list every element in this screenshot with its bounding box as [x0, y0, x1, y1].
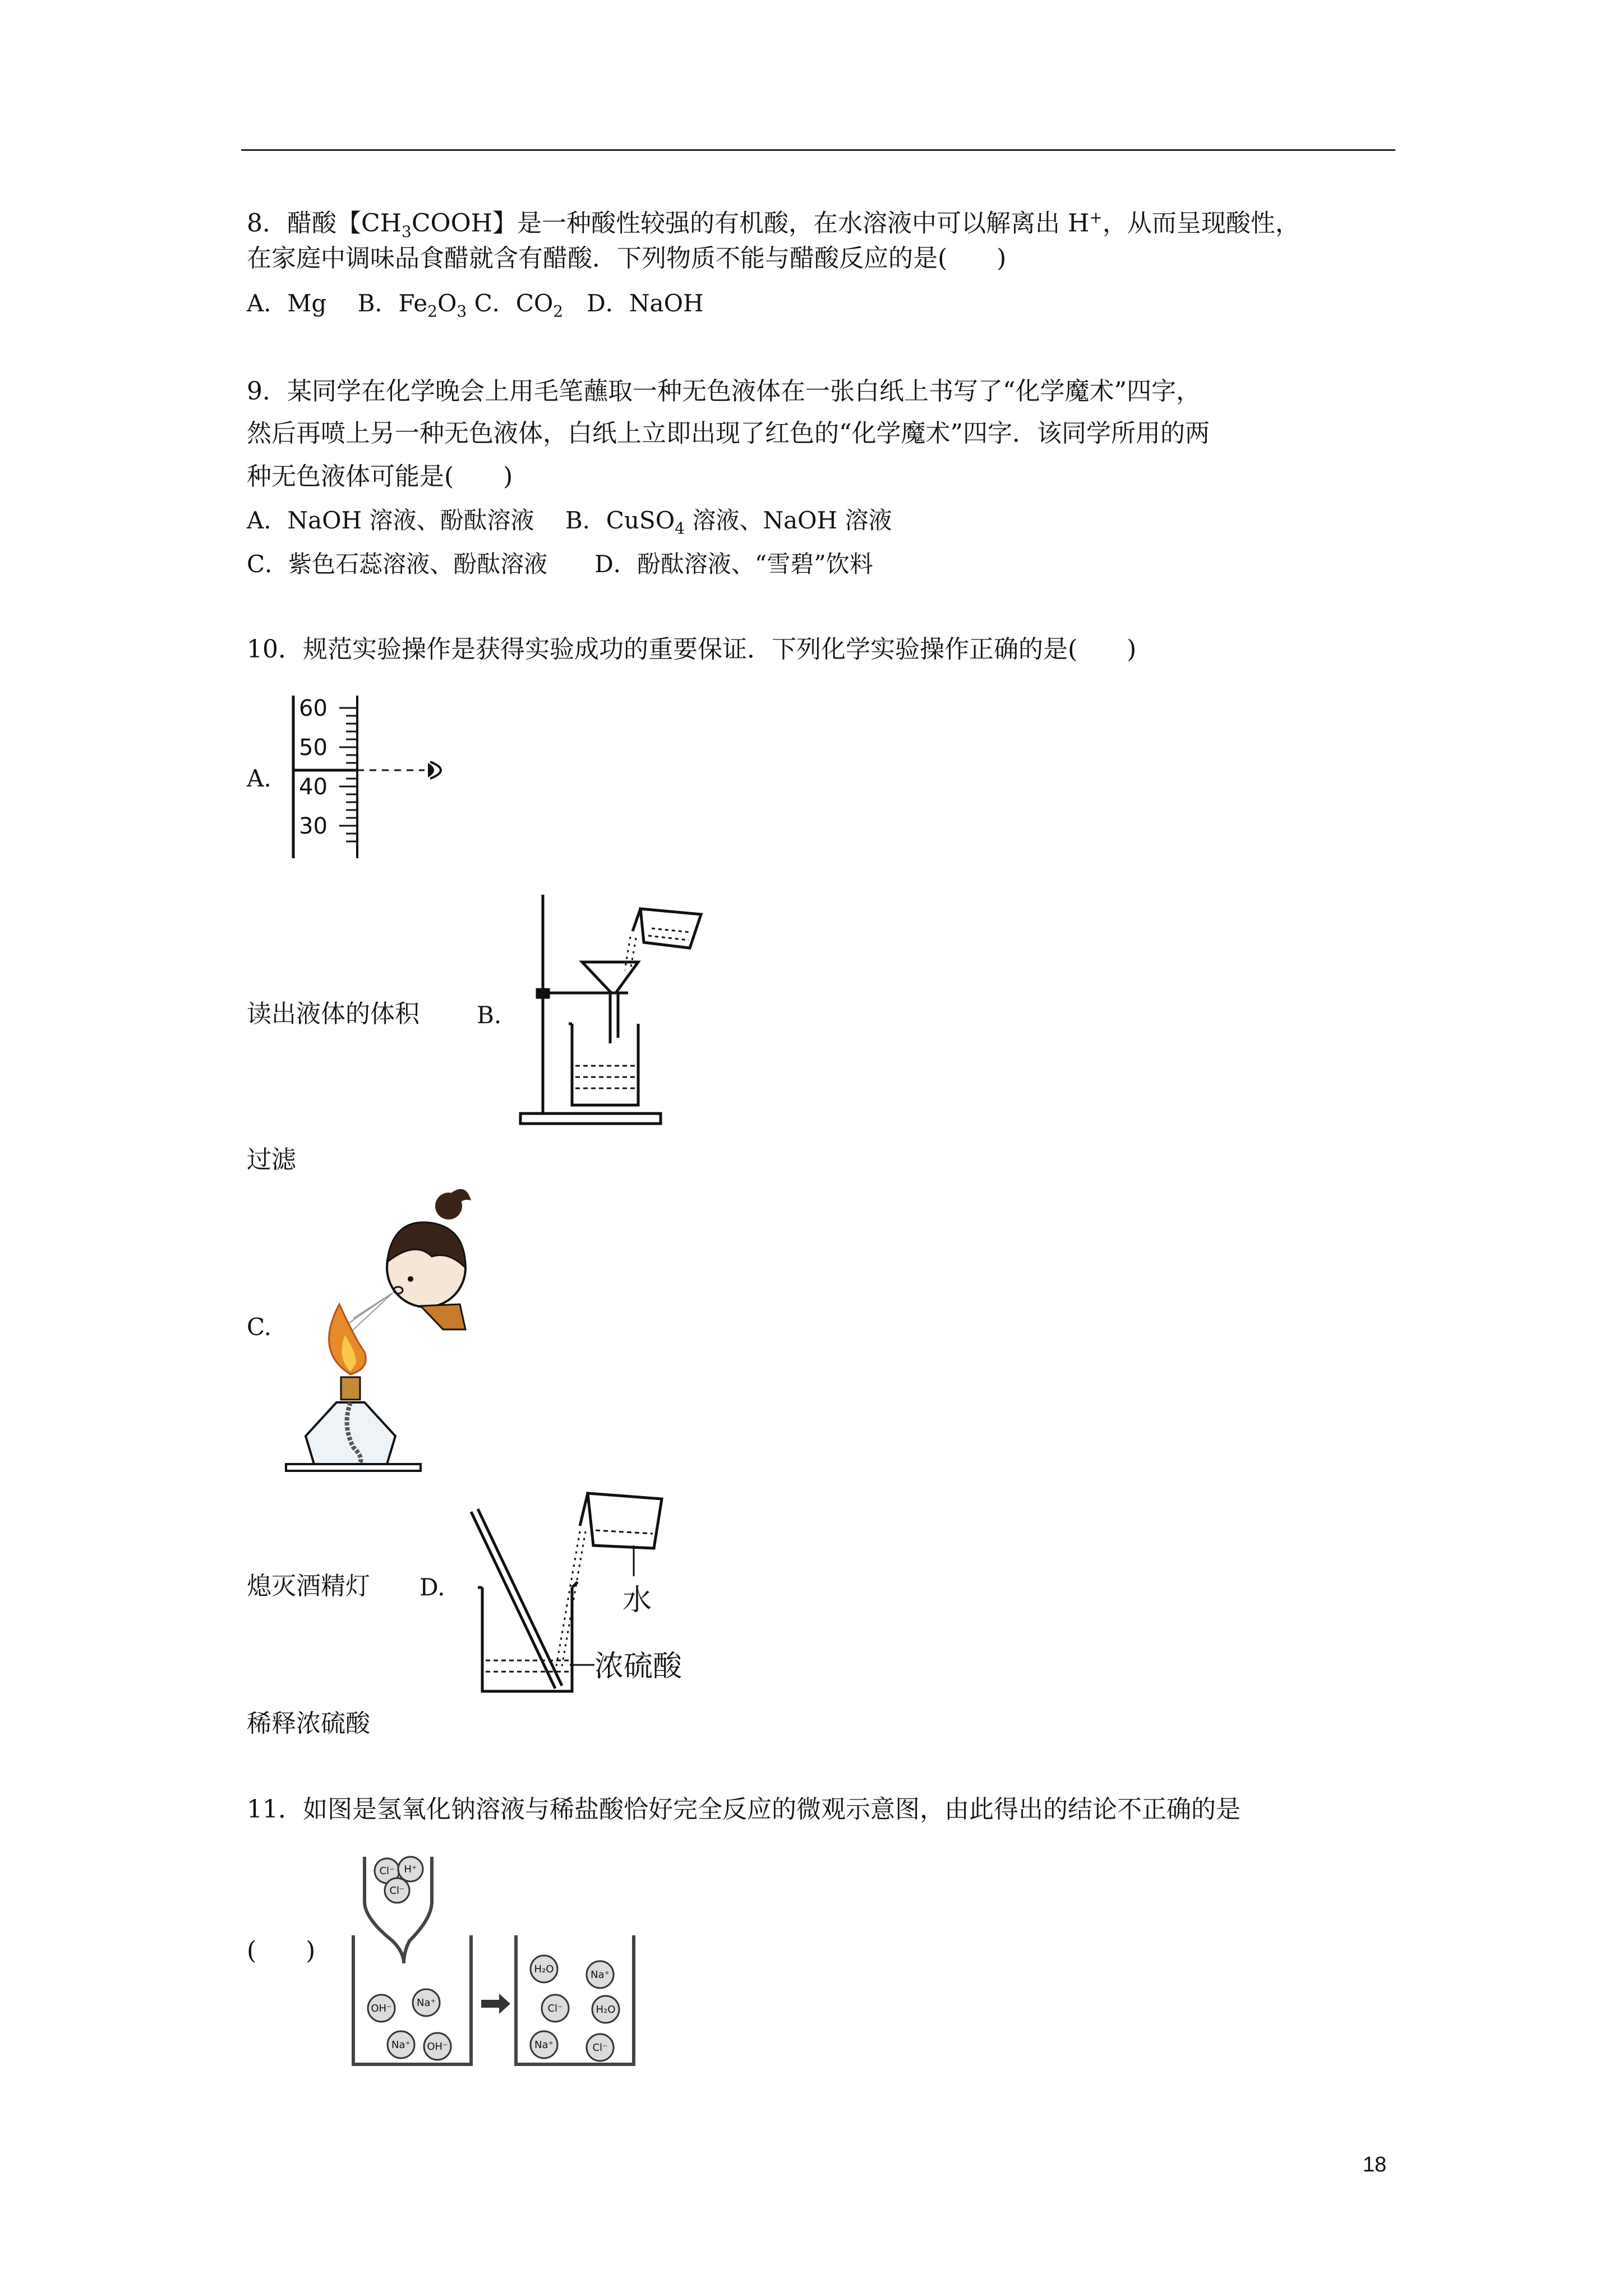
- ion-after-3: [542, 1995, 569, 2022]
- svg-text:H⁺: H⁺: [404, 1864, 417, 1875]
- q10-c-label: C.: [247, 1313, 271, 1341]
- cylinder-tick-60: 60: [299, 696, 328, 721]
- alcohol-lamp-icon: [286, 1377, 421, 1471]
- svg-text:Na⁺: Na⁺: [391, 2039, 411, 2051]
- q10-d-caption: 稀释浓硫酸: [247, 1709, 370, 1738]
- q10-stem: 10．规范实验操作是获得实验成功的重要保证．下列化学实验操作正确的是( ): [247, 635, 1137, 664]
- ion-before-3: [388, 2031, 414, 2058]
- ion-after-2: [587, 1961, 614, 1988]
- q10-a-caption: 读出液体的体积: [247, 1000, 419, 1028]
- q9-line-1: 9．某同学在化学晚会上用毛笔蘸取一种无色液体在一张白纸上书写了“化学魔术”四字，: [247, 377, 1201, 406]
- eye-icon: [428, 762, 441, 779]
- diluting-acid-figure: [460, 1487, 707, 1700]
- neutralization-diagram: [348, 1840, 651, 2076]
- q11-stem: 11．如图是氢氧化钠溶液与稀盐酸恰好完全反应的微观示意图，由此得出的结论不正确的是: [247, 1795, 1241, 1824]
- cylinder-tick-50: 50: [299, 735, 328, 761]
- svg-text:Na⁺: Na⁺: [534, 2039, 554, 2051]
- svg-text:OH⁻: OH⁻: [427, 2041, 448, 2053]
- filtration-apparatus-figure: [510, 886, 723, 1128]
- svg-text:Na⁺: Na⁺: [591, 1969, 610, 1981]
- cylinder-tick-40: 40: [299, 774, 328, 800]
- ion-before-1: [368, 1995, 395, 2022]
- concentrated-sulfuric-acid-label: 浓硫酸: [594, 1650, 683, 1683]
- ion-after-6: [587, 2034, 614, 2061]
- cylinder-tick-30: 30: [299, 813, 328, 839]
- girl-head-icon: [387, 1189, 471, 1329]
- ion-after-1: [531, 1955, 557, 1982]
- ion-before-4: [424, 2033, 451, 2060]
- q8-line-1: 8．醋酸【$CH_3COOH$】是一种酸性较强的有机酸，在水溶液中可以解离出 H+，从而呈现酸性，: [247, 208, 1300, 241]
- q8-options: A．Mg B．$Fe_2O_3$ C．$CO_2$ D．NaOH: [247, 289, 704, 321]
- q9-options-1: A．NaOH 溶液、酚酞溶液 B．CuSO$_4$ 溶液、NaOH 溶液: [247, 507, 892, 538]
- ion-dropper-2: [398, 1857, 423, 1881]
- svg-text:Cl⁻: Cl⁻: [592, 2042, 608, 2054]
- svg-text:Cl⁻: Cl⁻: [547, 2003, 563, 2014]
- q9-line-2: 然后再喷上另一种无色液体，白纸上立即出现了红色的“化学魔术”四字．该同学所用的两: [247, 419, 1210, 448]
- q9-options-2: C．紫色石蕊溶液、酚酞溶液 D．酚酞溶液、“雪碧”饮料: [247, 550, 873, 578]
- svg-text:Na⁺: Na⁺: [417, 1997, 436, 2009]
- q11-paren: ( ): [247, 1936, 316, 1965]
- q10-d-label: D.: [419, 1573, 445, 1601]
- q9-line-3: 种无色液体可能是( ): [247, 462, 513, 491]
- q8-line-2: 在家庭中调味品食醋就含有醋酸．下列物质不能与醋酸反应的是( ): [247, 244, 1007, 273]
- q10-b-label: B.: [477, 1001, 502, 1029]
- q10-c-caption: 熄灭酒精灯: [247, 1572, 370, 1600]
- ion-before-2: [413, 1989, 440, 2016]
- svg-text:H₂O: H₂O: [534, 1963, 554, 1975]
- page-number: 18: [1363, 2153, 1387, 2177]
- svg-text:Cl⁻: Cl⁻: [389, 1885, 405, 1897]
- graduated-cylinder-figure: [283, 690, 468, 864]
- header-rule: [241, 149, 1395, 151]
- ion-dropper-3: [385, 1878, 409, 1903]
- water-label: 水: [623, 1584, 652, 1617]
- svg-text:Cl⁻: Cl⁻: [379, 1865, 395, 1877]
- q10-b-caption: 过滤: [247, 1145, 296, 1174]
- ion-after-4: [592, 1996, 619, 2023]
- svg-text:OH⁻: OH⁻: [371, 2003, 392, 2014]
- ion-after-5: [531, 2031, 557, 2058]
- alcohol-lamp-blowing-figure: [280, 1184, 505, 1475]
- svg-text:H₂O: H₂O: [596, 2004, 616, 2016]
- q10-a-label: A.: [247, 765, 271, 792]
